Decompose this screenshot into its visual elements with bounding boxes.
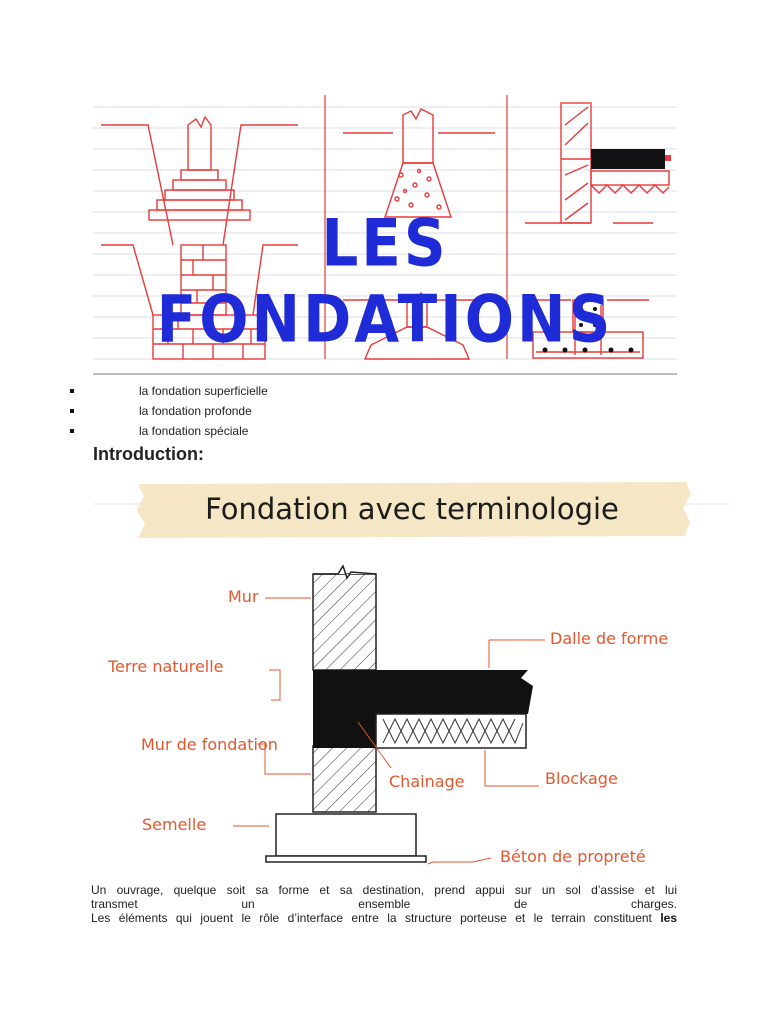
list-item: la fondation profonde [93, 401, 268, 421]
label-mur-de-fondation: Mur de fondation [141, 735, 278, 754]
paragraph-line: Un ouvrage, quelque soit sa forme et sa destination, prend appui sur un sol d’assise et lui [91, 883, 677, 897]
introduction-heading: Introduction: [93, 444, 204, 464]
list-item: la fondation spéciale [93, 421, 268, 441]
bold-word: les [660, 911, 678, 925]
label-beton-de-proprete: Béton de propreté [500, 847, 646, 866]
bullet-square-icon [70, 429, 74, 433]
bullet-square-icon [70, 389, 74, 393]
paragraph-line: Les éléments qui jouent le rôle d’interface entre la structure porteuse et le terrain constituent les [91, 911, 678, 925]
label-mur: Mur [228, 587, 259, 606]
hero-title: LES FONDATIONS [156, 204, 614, 358]
introduction-paragraph [91, 883, 677, 925]
paragraph-line: transmet un ensemble de charges. [91, 897, 677, 911]
hero-illustration [93, 95, 677, 375]
list-item: la fondation superficielle [93, 381, 268, 401]
label-terre-naturelle: Terre naturelle [108, 657, 224, 676]
foundation-types-list [93, 381, 268, 441]
label-chainage: Chainage [389, 772, 465, 791]
terminology-banner-title: Fondation avec terminologie [205, 492, 619, 526]
terminology-diagram [93, 478, 729, 878]
label-blockage: Blockage [545, 769, 618, 788]
bullet-square-icon [70, 409, 74, 413]
label-dalle-de-forme: Dalle de forme [550, 629, 669, 648]
label-semelle: Semelle [142, 815, 207, 834]
